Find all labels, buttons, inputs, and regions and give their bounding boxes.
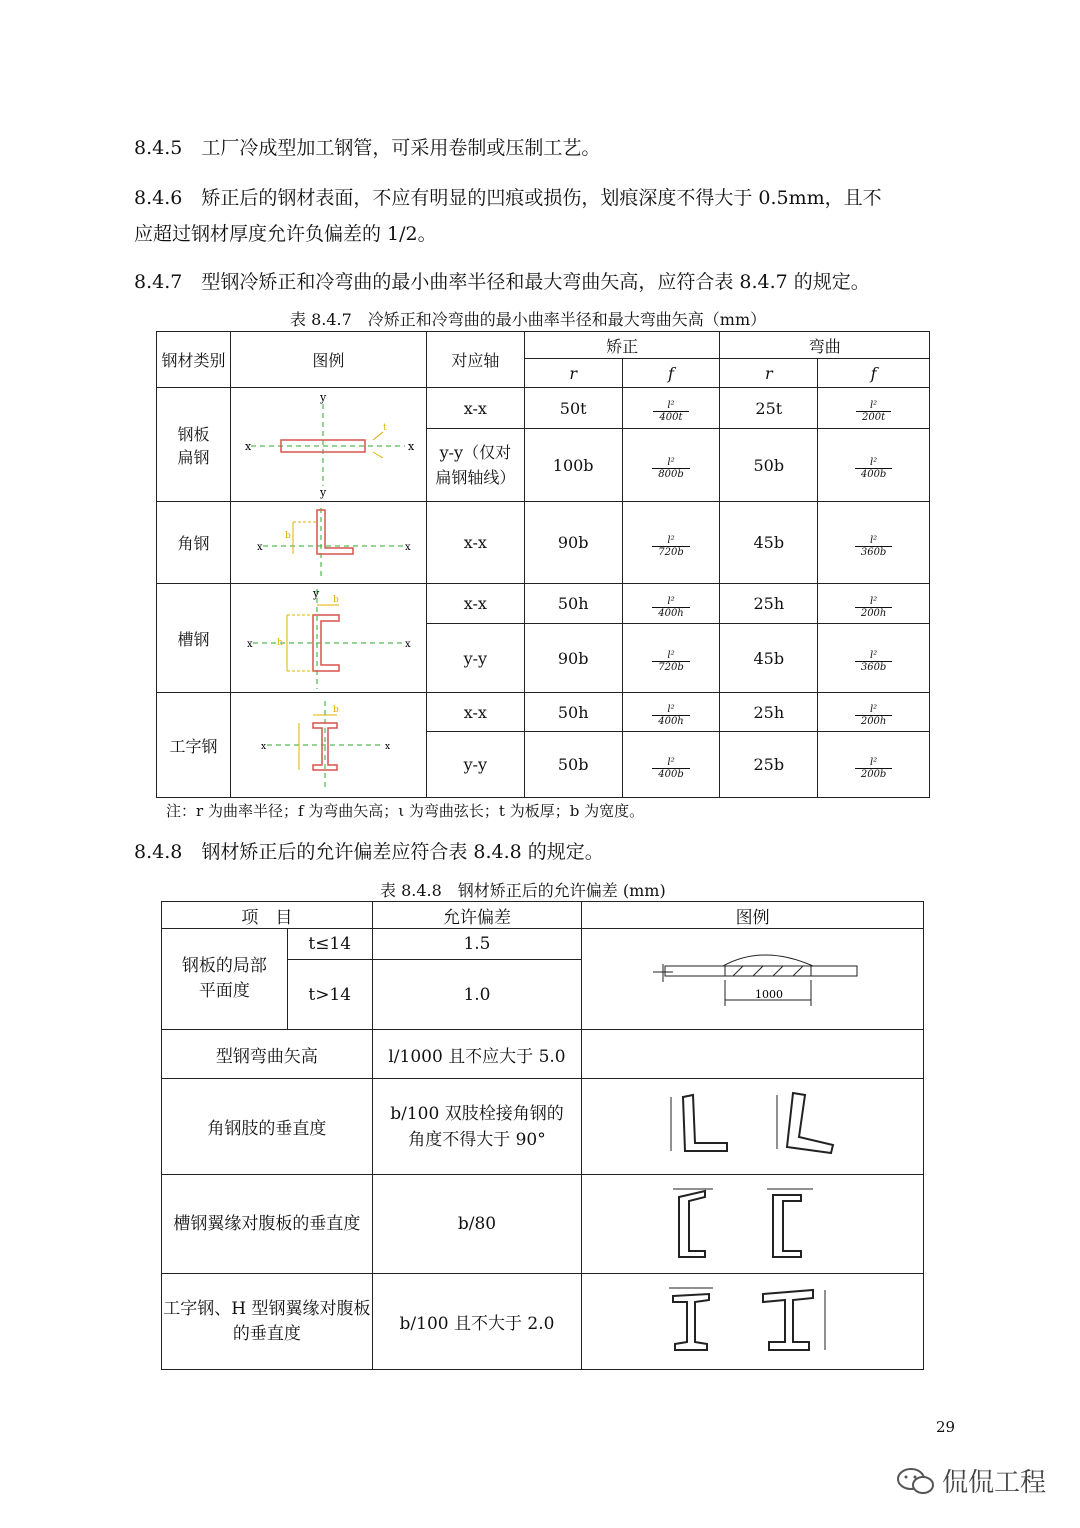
- axis-label-y-top: y: [320, 390, 327, 404]
- paragraph-846-line2: 应超过钢材厚度允许负偏差的 1/2。: [134, 223, 437, 245]
- table1-caption: 表 8.4.7 冷矫正和冷弯曲的最小曲率半径和最大弯曲矢高（mm）: [290, 310, 767, 329]
- r-bend-cell: 45b: [720, 624, 818, 693]
- tolerance-cell: b/80: [372, 1175, 582, 1274]
- dim-label-1000: 1000: [754, 988, 783, 1001]
- axis-label-y: y: [313, 587, 320, 600]
- r-bend-cell: 25h: [720, 693, 818, 732]
- r-straighten-cell: 50b: [524, 732, 622, 798]
- angle-diagram: [233, 504, 423, 582]
- f-straighten-cell: $\frac{\text{l²}}{400h}$: [622, 584, 720, 624]
- r-straighten-cell: 90b: [524, 502, 622, 584]
- header-bend: 弯曲: [720, 332, 930, 359]
- figure-angle-perpendicularity: [582, 1079, 924, 1175]
- figure-empty: [582, 1030, 924, 1079]
- r-bend-cell: 25h: [720, 584, 818, 624]
- header-axis: 对应轴: [426, 332, 524, 388]
- dim-label-b: b: [333, 595, 340, 605]
- table2-caption: 表 8.4.8 钢材矫正后的允许偏差 (mm): [380, 881, 666, 900]
- header-straighten: 矫正: [524, 332, 720, 359]
- wechat-icon: [896, 1466, 936, 1496]
- tolerance-cell: l/1000 且不应大于 5.0: [372, 1030, 582, 1079]
- plate-diagram: [233, 390, 423, 500]
- f-bend-cell: $\frac{\text{l²}}{200b}$: [818, 732, 930, 798]
- channel-diagram: [233, 585, 423, 691]
- header-category: 钢材类别: [157, 332, 231, 388]
- ibeam-diagram: [233, 695, 423, 795]
- axis-label-x-left: x: [261, 742, 267, 752]
- dim-label-b: b: [285, 530, 292, 541]
- angle-perpendicularity-diagram: [643, 1087, 863, 1167]
- dim-label-b: b: [333, 705, 340, 715]
- figure-angle: [230, 502, 426, 584]
- r-straighten-cell: 90b: [524, 624, 622, 693]
- axis-cell: x-x: [426, 502, 524, 584]
- r-straighten-cell: 100b: [524, 429, 622, 502]
- header-f-bend: f: [818, 359, 930, 388]
- figure-channel: [230, 584, 426, 693]
- tolerance-cell: b/100 且不大于 2.0: [372, 1274, 582, 1370]
- watermark: [896, 1462, 1046, 1499]
- ibeam-perpendicularity-diagram: [643, 1280, 863, 1364]
- f-bend-cell: $\frac{\text{l²}}{360b}$: [818, 502, 930, 584]
- axis-cell: y-y: [426, 732, 524, 798]
- category-plate: 钢板扁钢: [157, 388, 231, 502]
- paragraph-847: 8.4.7 型钢冷矫正和冷弯曲的最小曲率半径和最大弯曲矢高，应符合表 8.4.7 的规定。: [134, 271, 870, 293]
- axis-cell: y-y（仅对扁钢轴线）: [426, 429, 524, 502]
- figure-plate: [230, 388, 426, 502]
- r-bend-cell: 25b: [720, 732, 818, 798]
- item-channel-perpendicularity: 槽钢翼缘对腹板的垂直度: [162, 1175, 373, 1274]
- channel-perpendicularity-diagram: [643, 1181, 863, 1267]
- figure-plate-flatness: [582, 929, 924, 1030]
- item-plate-flatness: 钢板的局部平面度: [162, 929, 288, 1030]
- axis-label-x-right: x: [405, 639, 412, 650]
- figure-ibeam-perpendicularity: [582, 1274, 924, 1370]
- axis-label-x-left: x: [257, 541, 264, 553]
- table1-note: 注：r 为曲率半径；f 为弯曲矢高；ι 为弯曲弦长；t 为板厚；b 为宽度。: [166, 802, 645, 820]
- r-straighten-cell: 50h: [524, 584, 622, 624]
- axis-cell: x-x: [426, 388, 524, 429]
- f-straighten-cell: $\frac{\text{l²}}{720b}$: [622, 502, 720, 584]
- header-tolerance: 允许偏差: [372, 902, 582, 929]
- axis-label-x-right: x: [405, 541, 412, 553]
- paragraph-846-line1: 8.4.6 矫正后的钢材表面，不应有明显的凹痕或损伤，划痕深度不得大于 0.5mm，且不: [134, 187, 882, 209]
- header-item: 项 目: [162, 902, 373, 929]
- item-ibeam-perpendicularity: 工字钢、H 型钢翼缘对腹板的垂直度: [162, 1274, 373, 1370]
- dim-label-h: h: [277, 638, 284, 648]
- r-bend-cell: 50b: [720, 429, 818, 502]
- header-figure: 图例: [582, 902, 924, 929]
- r-bend-cell: 25t: [720, 388, 818, 429]
- r-straighten-cell: 50t: [524, 388, 622, 429]
- r-straighten-cell: 50h: [524, 693, 622, 732]
- header-f-straighten: f: [622, 359, 720, 388]
- paragraph-848: 8.4.8 钢材矫正后的允许偏差应符合表 8.4.8 的规定。: [134, 841, 604, 863]
- axis-label-y-bottom: y: [320, 485, 327, 499]
- dim-label-t: t: [383, 422, 388, 433]
- page-number: 29: [936, 1418, 956, 1436]
- figure-ibeam: [230, 693, 426, 798]
- tolerance-cell: b/100 双肢栓接角钢的角度不得大于 90°: [372, 1079, 582, 1175]
- table-8-4-7: [156, 331, 930, 798]
- f-straighten-cell: $\frac{\text{l²}}{400b}$: [622, 732, 720, 798]
- header-r-straighten: r: [524, 359, 622, 388]
- f-bend-cell: $\frac{\text{l²}}{200h}$: [818, 584, 930, 624]
- f-bend-cell: $\frac{\text{l²}}{400b}$: [818, 429, 930, 502]
- paragraph-845: 8.4.5 工厂冷成型加工钢管，可采用卷制或压制工艺。: [134, 137, 601, 159]
- axis-label-x-left: x: [245, 439, 252, 453]
- header-r-bend: r: [720, 359, 818, 388]
- axis-cell: y-y: [426, 624, 524, 693]
- axis-cell: x-x: [426, 584, 524, 624]
- category-channel: 槽钢: [157, 584, 231, 693]
- item-angle-perpendicularity: 角钢肢的垂直度: [162, 1079, 373, 1175]
- axis-label-x-right: x: [408, 439, 415, 453]
- sub-thickness-le14: t≤14: [287, 929, 372, 960]
- axis-label-x-right: x: [385, 742, 391, 752]
- f-straighten-cell: $\frac{\text{l²}}{400t}$: [622, 388, 720, 429]
- f-straighten-cell: $\frac{\text{l²}}{800b}$: [622, 429, 720, 502]
- header-figure: 图例: [230, 332, 426, 388]
- plate-flatness-diagram: [643, 934, 863, 1024]
- f-straighten-cell: $\frac{\text{l²}}{400h}$: [622, 693, 720, 732]
- f-bend-cell: $\frac{\text{l²}}{200h}$: [818, 693, 930, 732]
- axis-cell: x-x: [426, 693, 524, 732]
- f-bend-cell: $\frac{\text{l²}}{360b}$: [818, 624, 930, 693]
- category-angle: 角钢: [157, 502, 231, 584]
- category-ibeam: 工字钢: [157, 693, 231, 798]
- table-8-4-8: [161, 901, 924, 1370]
- watermark-text: 侃侃工程: [942, 1468, 1047, 1498]
- f-bend-cell: $\frac{\text{l²}}{200t}$: [818, 388, 930, 429]
- figure-channel-perpendicularity: [582, 1175, 924, 1274]
- item-bend-sagitta: 型钢弯曲矢高: [162, 1030, 373, 1079]
- sub-thickness-gt14: t>14: [287, 960, 372, 1030]
- r-bend-cell: 45b: [720, 502, 818, 584]
- axis-label-x-left: x: [247, 639, 254, 650]
- tolerance-cell: 1.0: [372, 960, 582, 1030]
- tolerance-cell: 1.5: [372, 929, 582, 960]
- f-straighten-cell: $\frac{\text{l²}}{720b}$: [622, 624, 720, 693]
